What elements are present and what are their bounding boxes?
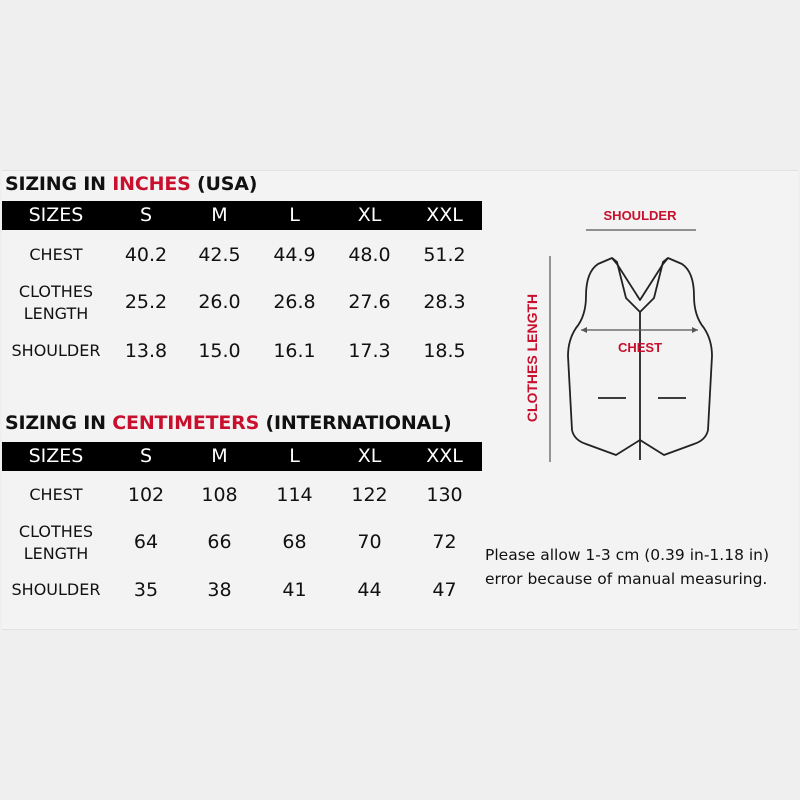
value-cell: 28.3 [423,291,466,313]
value-cell: 35 [133,579,159,601]
table-row-clothes-length [2,281,482,327]
table-row-shoulder [2,579,482,603]
value-cell: 114 [276,484,313,506]
header-sizes: SIZES [28,445,84,467]
table-row-shoulder [2,340,482,364]
inches-title-highlight: INCHES [112,173,191,195]
value-cell: 68 [282,531,307,553]
value-cell: 122 [351,484,388,506]
value-cell: 47 [432,579,457,601]
cm-title-suffix: (INTERNATIONAL) [259,412,452,434]
inches-title-suffix: (USA) [190,173,258,195]
row-label-length: LENGTH [23,544,89,563]
inches-header-row [2,201,482,230]
value-cell: 108 [201,484,238,506]
note-line-1: Please allow 1-3 cm (0.39 in-1.18 in) [485,546,770,564]
table-row-clothes-length [2,521,482,567]
cm-header-row [2,442,482,471]
header-xxl: XXL [426,445,463,467]
header-xl: XL [357,445,382,467]
value-cell: 17.3 [348,340,391,362]
inches-title [5,173,257,195]
row-label-clothes: CLOTHES [18,282,94,301]
header-xl: XL [357,204,382,226]
table-row-chest [2,484,482,508]
value-cell: 38 [207,579,232,601]
value-cell: 130 [426,484,463,506]
value-cell: 64 [133,531,159,553]
value-cell: 48.0 [348,244,391,266]
value-cell: 66 [207,531,232,553]
cm-title-highlight: CENTIMETERS [112,412,260,434]
cm-title-prefix: SIZING IN [5,412,113,434]
value-cell: 18.5 [423,340,466,362]
value-cell: 41 [282,579,307,601]
row-label-chest: CHEST [29,485,83,504]
vest-outline-icon [568,258,712,460]
header-l: L [289,204,300,226]
measurement-note [485,543,769,591]
value-cell: 13.8 [124,340,168,362]
value-cell: 42.5 [198,244,241,266]
value-cell: 16.1 [273,340,316,362]
row-label-chest: CHEST [29,245,83,264]
value-cell: 51.2 [423,244,466,266]
value-cell: 15.0 [198,340,241,362]
row-label-shoulder: SHOULDER [11,341,101,360]
header-l: L [289,445,300,467]
value-cell: 26.0 [198,291,241,313]
vest-diagram [515,200,755,470]
header-m: M [211,204,228,226]
value-cell: 25.2 [124,291,168,313]
note-line-2: error because of manual measuring. [485,570,768,588]
table-row-chest [2,244,482,268]
header-sizes: SIZES [28,204,84,226]
value-cell: 102 [127,484,165,506]
header-s: S [139,445,153,467]
row-label-shoulder: SHOULDER [11,580,101,599]
chest-label: CHEST [617,340,663,355]
inches-table [2,201,482,371]
clothes-length-label: CLOTHES LENGTH [524,293,540,423]
value-cell: 70 [357,531,382,553]
value-cell: 26.8 [273,291,316,313]
centimeters-table [2,442,482,612]
row-label-clothes: CLOTHES [18,522,94,541]
header-m: M [211,445,228,467]
value-cell: 72 [432,531,457,553]
shoulder-label: SHOULDER [603,208,677,223]
header-xxl: XXL [426,204,463,226]
centimeters-title [5,412,451,434]
value-cell: 27.6 [348,291,391,313]
value-cell: 44.9 [273,244,316,266]
row-label-length: LENGTH [23,304,89,323]
value-cell: 40.2 [124,244,168,266]
header-s: S [139,204,153,226]
value-cell: 44 [357,579,382,601]
inches-title-prefix: SIZING IN [5,173,113,195]
